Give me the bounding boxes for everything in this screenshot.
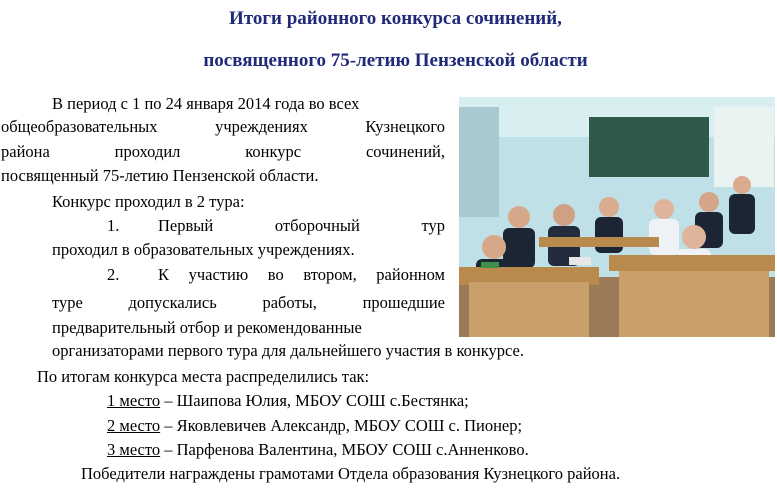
round-2-line-1: К участию во втором, районном <box>158 265 445 284</box>
place-2-label: 2 место <box>107 416 161 435</box>
round-1-line-1: Первый отборочный тур <box>158 216 445 235</box>
page-title-line-1: Итоги районного конкурса сочинений, <box>229 8 562 29</box>
place-3 <box>107 438 529 461</box>
place-3-text: – Парфенова Валентина, МБОУ СОШ с.Анненково. <box>160 440 529 459</box>
classroom-photo <box>459 97 775 337</box>
results-heading: По итогам конкурса места распределились так: <box>37 367 370 386</box>
round-2-line-3: предварительный отбор и рекомендованные <box>52 318 362 337</box>
place-3-label: 3 место <box>107 440 161 459</box>
intro-line-3: района проходил конкурс сочинений, <box>1 142 445 161</box>
place-1-label: 1 место <box>107 391 161 410</box>
place-2 <box>107 414 522 437</box>
round-2-line-4: организаторами первого тура для дальнейшего участия в конкурсе. <box>52 341 524 360</box>
place-2-text: – Яковлевичев Александр, МБОУ СОШ с. Пионер; <box>160 416 523 435</box>
intro-line-2: общеобразовательных учреждениях Кузнецкого <box>1 117 445 136</box>
place-1 <box>107 389 469 412</box>
intro-line-4: посвященный 75-летию Пензенской области. <box>1 166 319 185</box>
closing-line: Победители награждены грамотами Отдела образования Кузнецкого района. <box>81 464 621 483</box>
round-1-number: 1. <box>107 216 120 235</box>
rounds-heading: Конкурс проходил в 2 тура: <box>52 192 245 211</box>
round-2-line-2: туре допускались работы, прошедшие <box>52 293 445 312</box>
classroom-photo-icon <box>459 97 775 337</box>
round-2-number: 2. <box>107 265 120 284</box>
page-title-line-2: посвященного 75-летию Пензенской области <box>203 50 588 71</box>
intro-line-1: В период с 1 по 24 января 2014 года во всех <box>52 94 360 113</box>
place-1-text: – Шаипова Юлия, МБОУ СОШ с.Бестянка; <box>160 391 469 410</box>
round-1-line-2: проходил в образовательных учреждениях. <box>52 240 355 259</box>
